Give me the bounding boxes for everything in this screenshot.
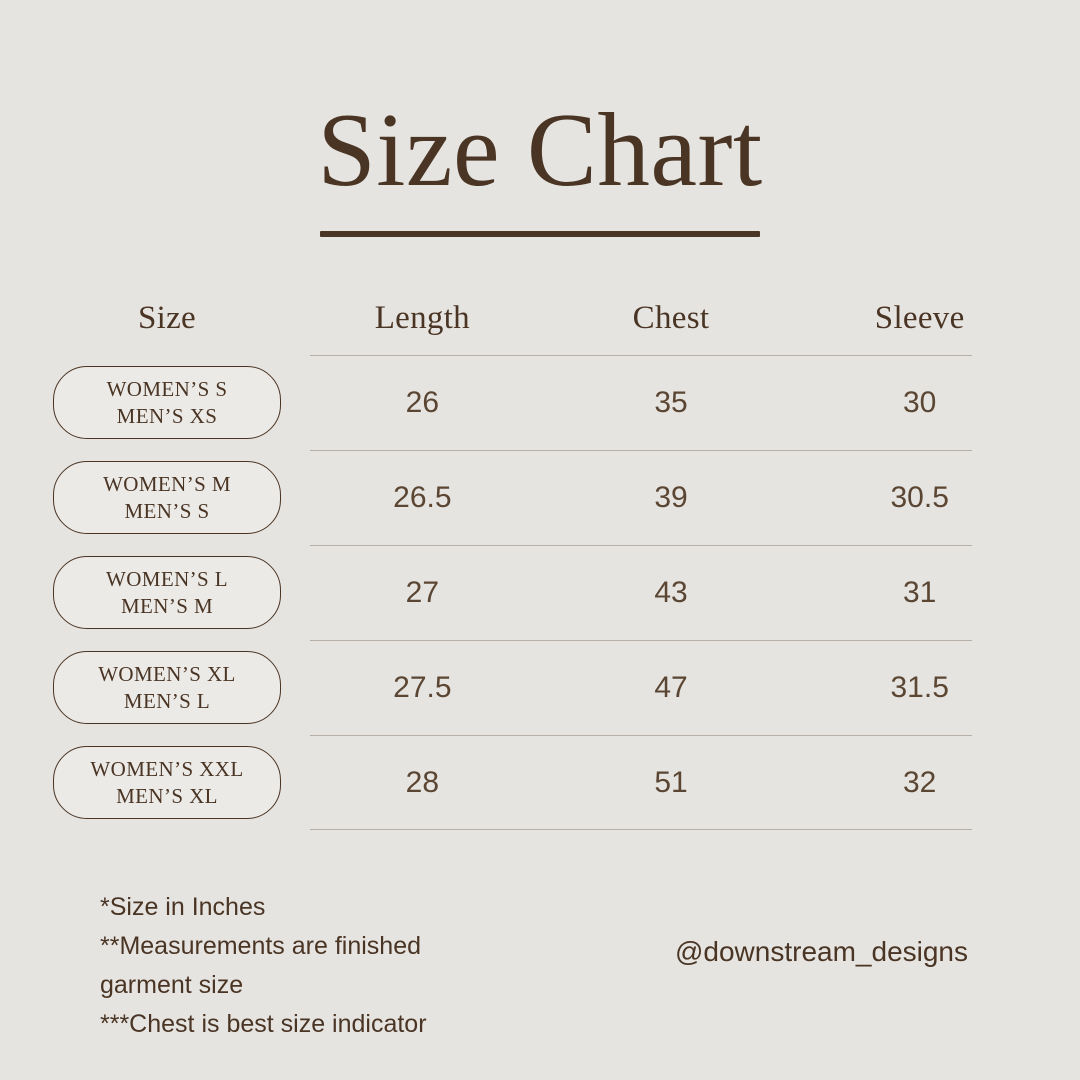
length-value: 26.5 [393, 480, 452, 514]
table-row [0, 545, 1080, 640]
footer [0, 888, 1080, 1044]
chest-value: 39 [654, 480, 688, 514]
sleeve-value: 32 [902, 765, 937, 799]
size-pill-line1: WOMEN’S L [105, 566, 228, 591]
table-row [0, 450, 1080, 545]
size-pill [53, 461, 281, 535]
length-value: 27 [405, 575, 440, 609]
size-pill [53, 556, 281, 630]
size-pill-line2: MEN’S L [123, 688, 211, 713]
size-pill [53, 366, 281, 440]
brand-handle: @downstream_designs [674, 936, 968, 967]
chest-value: 47 [654, 670, 688, 704]
size-cell [36, 556, 298, 630]
sleeve-value: 30 [902, 385, 937, 419]
size-pill-line2: MEN’S M [120, 593, 214, 618]
table-row [0, 640, 1080, 735]
column-header-sleeve: Sleeve [874, 300, 965, 336]
table-body [0, 355, 1080, 830]
sleeve-value: 31.5 [890, 670, 949, 704]
row-divider [310, 735, 972, 736]
size-pill [53, 651, 281, 725]
size-cell [36, 746, 298, 820]
length-value: 26 [405, 385, 440, 419]
footnote-line-3: garment size [100, 971, 244, 999]
length-value: 28 [405, 765, 440, 799]
size-table [0, 300, 1080, 830]
column-header-length: Length [374, 300, 470, 336]
size-pill-line1: WOMEN’S XL [98, 661, 236, 686]
row-divider [310, 450, 972, 451]
chest-value: 51 [654, 765, 688, 799]
size-cell [36, 651, 298, 725]
size-pill-line1: WOMEN’S XXL [90, 756, 244, 781]
title-underline-divider [320, 231, 760, 237]
column-header-size: Size [137, 300, 196, 336]
footnotes [100, 888, 427, 1044]
length-value: 27.5 [393, 670, 452, 704]
table-row [0, 355, 1080, 450]
size-pill-line2: MEN’S XL [116, 783, 218, 808]
size-cell [36, 366, 298, 440]
row-divider [310, 355, 972, 356]
row-divider [310, 640, 972, 641]
row-divider [310, 829, 972, 830]
title-block [0, 0, 1080, 237]
column-header-chest: Chest [632, 300, 710, 336]
size-pill-line2: MEN’S XS [116, 403, 218, 428]
size-pill [53, 746, 281, 820]
footnote-line-1: *Size in Inches [100, 893, 266, 921]
row-divider [310, 545, 972, 546]
page-title: Size Chart [317, 91, 763, 208]
table-row [0, 735, 1080, 830]
size-cell [36, 461, 298, 535]
footnote-line-2: **Measurements are finished [100, 932, 421, 960]
chest-value: 35 [654, 385, 688, 419]
table-header-row [0, 300, 1080, 351]
chest-value: 43 [654, 575, 688, 609]
sleeve-value: 31 [902, 575, 937, 609]
sleeve-value: 30.5 [890, 480, 949, 514]
size-pill-line2: MEN’S S [124, 498, 210, 523]
footnote-line-4: ***Chest is best size indicator [100, 1010, 427, 1038]
size-pill-line1: WOMEN’S S [106, 376, 228, 401]
size-pill-line1: WOMEN’S M [103, 471, 231, 496]
